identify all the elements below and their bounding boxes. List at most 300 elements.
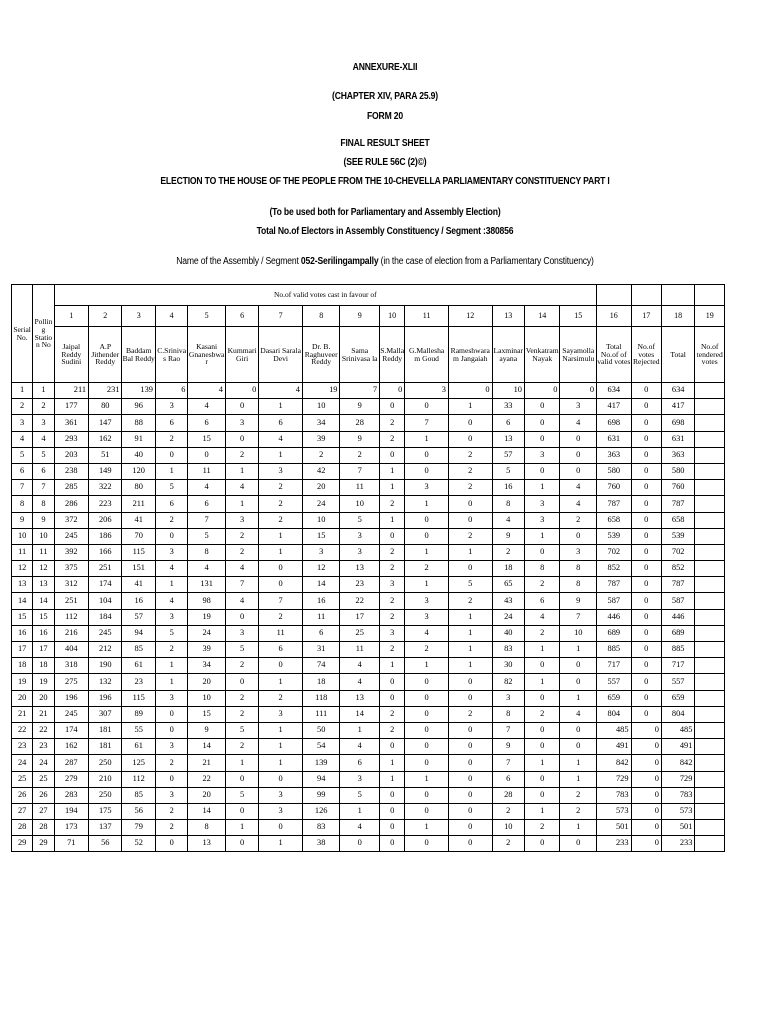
station-header: Pollin g Statio n No [33,285,54,383]
vote-cell: 2 [448,480,492,496]
vote-cell: 4 [259,383,303,399]
vote-cell: 2 [259,512,303,528]
vote-cell: 4 [155,561,187,577]
vote-cell: 4 [524,609,559,625]
vote-cell [695,415,725,431]
vote-cell: 318 [54,658,88,674]
vote-cell: 0 [560,463,597,479]
vote-cell: 38 [302,836,340,852]
serial-cell: 7 [12,480,33,496]
vote-cell: 6 [259,642,303,658]
vote-cell: 0 [448,755,492,771]
vote-cell: 0 [380,383,405,399]
vote-cell: 4 [225,480,258,496]
vote-cell: 24 [302,496,340,512]
column-number: 16 [597,306,631,327]
vote-cell: 23 [340,577,380,593]
vote-cell: 539 [597,528,631,544]
vote-cell: 0 [560,431,597,447]
vote-cell: 55 [122,722,155,738]
serial-cell: 11 [12,544,33,560]
vote-cell: 14 [188,803,226,819]
vote-cell: 0 [560,658,597,674]
vote-cell: 0 [524,739,559,755]
vote-cell: 1 [560,771,597,787]
vote-cell: 88 [122,415,155,431]
vote-cell: 0 [405,722,449,738]
vote-cell: 2 [492,836,524,852]
vote-cell: 2 [259,480,303,496]
vote-cell: 3 [405,609,449,625]
vote-cell: 18 [492,561,524,577]
vote-cell: 61 [122,739,155,755]
candidate-name: Dr. B. Raghuveer Reddy [302,327,340,383]
vote-cell: 1 [405,658,449,674]
vote-cell: 7 [340,383,380,399]
vote-cell: 4 [155,593,187,609]
vote-cell: 0 [405,803,449,819]
vote-cell: 14 [302,577,340,593]
vote-cell [695,625,725,641]
vote-cell: 0 [631,415,661,431]
serial-cell: 28 [12,820,33,836]
vote-cell: 194 [54,803,88,819]
serial-cell: 22 [12,722,33,738]
vote-cell: 3 [259,706,303,722]
vote-cell: 275 [54,674,88,690]
vote-cell: 0 [405,739,449,755]
vote-cell: 25 [340,625,380,641]
vote-cell: 0 [631,690,661,706]
vote-cell: 6 [259,415,303,431]
vote-cell: 2 [225,447,258,463]
vote-cell: 0 [405,706,449,722]
vote-cell: 1 [259,447,303,463]
vote-cell: 131 [188,577,226,593]
vote-cell: 2 [155,755,187,771]
vote-cell: 2 [524,820,559,836]
vote-cell: 181 [89,739,122,755]
vote-cell: 501 [597,820,631,836]
vote-cell: 0 [380,528,405,544]
vote-cell: 12 [302,561,340,577]
vote-cell: 1 [560,820,597,836]
vote-cell: 186 [89,528,122,544]
vote-cell: 99 [302,787,340,803]
vote-cell: 1 [225,463,258,479]
vote-cell: 1 [448,399,492,415]
station-cell: 22 [33,722,54,738]
column-number: 9 [340,306,380,327]
vote-cell: 0 [524,415,559,431]
candidate-name: A.P Jithender Reddy [89,327,122,383]
vote-cell: 2 [340,447,380,463]
vote-cell: 852 [597,561,631,577]
vote-cell: 3 [524,496,559,512]
vote-cell: 1 [380,771,405,787]
vote-cell [695,722,725,738]
table-row [12,528,725,544]
vote-cell: 83 [302,820,340,836]
vote-cell: 111 [302,706,340,722]
vote-cell: 94 [122,625,155,641]
segment-line [54,256,716,267]
vote-cell: 0 [631,836,661,852]
vote-cell: 0 [524,544,559,560]
station-cell: 6 [33,463,54,479]
vote-cell: 787 [661,496,694,512]
table-row [12,690,725,706]
vote-cell: 196 [89,690,122,706]
vote-cell: 0 [225,609,258,625]
vote-cell: 557 [597,674,631,690]
table-row [12,609,725,625]
vote-cell: 5 [448,577,492,593]
vote-cell: 43 [492,593,524,609]
vote-cell: 22 [188,771,226,787]
table-row [12,480,725,496]
vote-cell: 539 [661,528,694,544]
vote-cell: 245 [54,706,88,722]
vote-cell: 79 [122,820,155,836]
vote-cell: 0 [225,383,258,399]
vote-cell: 0 [524,787,559,803]
vote-cell: 5 [155,625,187,641]
vote-cell: 3 [225,512,258,528]
column-number: 19 [695,306,725,327]
serial-header: Serial No. [12,285,33,383]
vote-cell: 0 [560,739,597,755]
vote-cell: 233 [661,836,694,852]
vote-cell [695,496,725,512]
vote-cell: 1 [524,674,559,690]
vote-cell [695,787,725,803]
vote-cell: 0 [631,463,661,479]
vote-cell: 2 [225,706,258,722]
vote-cell: 2 [380,415,405,431]
table-row [12,383,725,399]
vote-cell: 42 [302,463,340,479]
serial-cell: 1 [12,383,33,399]
station-cell: 14 [33,593,54,609]
election-title: ELECTION TO THE HOUSE OF THE PEOPLE FROM THE 10-CHEVELLA PARLIAMENTARY CONSTITUENCY PART I [160,176,610,187]
vote-cell: 0 [448,820,492,836]
vote-cell: 6 [155,496,187,512]
vote-cell: 24 [188,625,226,641]
vote-cell: 6 [155,415,187,431]
vote-cell [695,706,725,722]
serial-cell: 20 [12,690,33,706]
column-number: 14 [524,306,559,327]
vote-cell: 3 [405,593,449,609]
vote-cell: 0 [631,674,661,690]
vote-cell: 2 [380,642,405,658]
vote-cell: 5 [188,528,226,544]
vote-cell: 147 [89,415,122,431]
station-cell: 10 [33,528,54,544]
vote-cell: 10 [188,690,226,706]
table-row [12,593,725,609]
vote-cell: 404 [54,642,88,658]
vote-cell: 2 [492,803,524,819]
total-valid-header: Total No.of of valid votes [597,327,631,383]
chapter-line: (CHAPTER XIV, PARA 25.9) [332,91,438,102]
vote-cell: 54 [302,739,340,755]
vote-cell: 702 [597,544,631,560]
candidate-name: S.Malla Reddy [380,327,405,383]
vote-cell: 41 [122,512,155,528]
serial-cell: 14 [12,593,33,609]
vote-cell [695,642,725,658]
candidate-name: Venkatram Nayak [524,327,559,383]
vote-cell: 1 [380,658,405,674]
station-cell: 29 [33,836,54,852]
vote-cell: 4 [188,383,226,399]
vote-cell: 787 [597,577,631,593]
vote-cell: 580 [661,463,694,479]
vote-cell: 0 [448,512,492,528]
vote-cell: 34 [188,658,226,674]
vote-cell: 1 [259,836,303,852]
vote-cell: 0 [631,593,661,609]
vote-cell: 80 [89,399,122,415]
vote-cell: 132 [89,674,122,690]
vote-cell: 0 [524,658,559,674]
vote-cell: 4 [560,415,597,431]
vote-cell: 0 [631,755,661,771]
vote-cell: 10 [340,496,380,512]
vote-cell: 0 [448,496,492,512]
table-row [12,642,725,658]
station-cell: 18 [33,658,54,674]
vote-cell: 0 [631,383,661,399]
vote-cell: 0 [631,431,661,447]
vote-cell: 2 [225,739,258,755]
vote-cell: 0 [631,528,661,544]
vote-cell: 491 [597,739,631,755]
vote-cell: 1 [524,642,559,658]
table-row [12,739,725,755]
vote-cell: 15 [188,706,226,722]
station-cell: 13 [33,577,54,593]
station-cell: 9 [33,512,54,528]
vote-cell: 0 [155,836,187,852]
vote-cell: 0 [631,803,661,819]
vote-cell: 10 [302,512,340,528]
candidate-name: Sama Srinivasa la [340,327,380,383]
vote-cell: 2 [524,706,559,722]
blank-header [631,285,661,306]
vote-cell: 118 [302,690,340,706]
vote-cell: 842 [661,755,694,771]
vote-cell: 17 [340,609,380,625]
vote-cell: 7 [188,512,226,528]
vote-cell: 70 [122,528,155,544]
vote-cell: 1 [340,803,380,819]
vote-cell: 23 [122,674,155,690]
vote-cell: 0 [448,415,492,431]
segment-name: 052-Serilingampally [300,256,379,267]
vote-cell: 3 [155,544,187,560]
vote-cell: 5 [225,642,258,658]
vote-cell [695,820,725,836]
vote-cell: 0 [448,690,492,706]
vote-cell: 0 [448,722,492,738]
vote-cell: 842 [597,755,631,771]
vote-cell: 0 [155,528,187,544]
table-row [12,399,725,415]
vote-cell [695,561,725,577]
vote-cell: 0 [631,544,661,560]
vote-cell: 1 [560,642,597,658]
vote-cell: 0 [155,447,187,463]
vote-cell: 9 [492,528,524,544]
blank-header [661,285,694,306]
vote-cell: 21 [188,755,226,771]
vote-cell: 0 [380,447,405,463]
vote-cell: 9 [340,399,380,415]
vote-cell: 2 [492,544,524,560]
vote-cell: 245 [89,625,122,641]
vote-cell: 0 [560,674,597,690]
vote-cell: 485 [661,722,694,738]
vote-cell: 659 [661,690,694,706]
vote-cell: 2 [560,803,597,819]
column-number: 11 [405,306,449,327]
vote-cell [695,544,725,560]
vote-cell: 2 [380,706,405,722]
vote-cell: 13 [492,431,524,447]
table-row [12,787,725,803]
vote-cell: 33 [492,399,524,415]
column-number: 3 [122,306,155,327]
electors-total: Total No.of Electors in Assembly Constituency / Segment :380856 [256,226,514,237]
vote-cell: 8 [188,544,226,560]
vote-cell: 2 [225,658,258,674]
vote-cell: 11 [259,625,303,641]
vote-cell: 5 [225,787,258,803]
vote-cell: 689 [597,625,631,641]
vote-cell: 0 [560,836,597,852]
vote-cell: 587 [661,593,694,609]
vote-cell: 39 [302,431,340,447]
station-cell: 24 [33,755,54,771]
vote-cell: 20 [188,674,226,690]
vote-cell: 10 [492,820,524,836]
vote-cell: 89 [122,706,155,722]
vote-cell: 137 [89,820,122,836]
vote-cell: 4 [340,739,380,755]
vote-cell: 4 [259,431,303,447]
vote-cell: 5 [155,480,187,496]
vote-cell: 0 [524,399,559,415]
vote-cell: 91 [122,431,155,447]
vote-cell [695,739,725,755]
vote-cell: 501 [661,820,694,836]
station-cell: 1 [33,383,54,399]
vote-cell: 804 [661,706,694,722]
vote-cell: 1 [259,674,303,690]
vote-cell: 5 [492,463,524,479]
vote-cell: 852 [661,561,694,577]
vote-cell: 251 [89,561,122,577]
vote-cell: 175 [89,803,122,819]
vote-cell: 4 [560,706,597,722]
station-cell: 5 [33,447,54,463]
vote-cell: 0 [380,674,405,690]
station-cell: 26 [33,787,54,803]
vote-cell: 0 [380,820,405,836]
vote-cell: 3 [302,544,340,560]
vote-cell: 206 [89,512,122,528]
vote-cell: 0 [259,771,303,787]
vote-cell: 417 [661,399,694,415]
vote-cell: 0 [340,836,380,852]
station-cell: 28 [33,820,54,836]
use-note: (To be used both for Parliamentary and Assembly Election) [269,207,501,218]
vote-cell: 7 [225,577,258,593]
vote-cell: 1 [155,674,187,690]
vote-cell: 9 [560,593,597,609]
serial-cell: 16 [12,625,33,641]
vote-cell: 24 [492,609,524,625]
vote-cell: 52 [122,836,155,852]
vote-cell: 2 [380,544,405,560]
form-number: FORM 20 [366,111,404,122]
vote-cell: 279 [54,771,88,787]
vote-cell: 71 [54,836,88,852]
serial-cell: 27 [12,803,33,819]
station-cell: 16 [33,625,54,641]
table-row [12,561,725,577]
vote-cell: 8 [188,820,226,836]
vote-cell: 0 [259,820,303,836]
vote-cell: 1 [560,755,597,771]
vote-cell: 0 [259,561,303,577]
table-row [12,755,725,771]
vote-cell: 8 [492,496,524,512]
vote-cell: 2 [155,512,187,528]
vote-cell: 4 [188,399,226,415]
table-row [12,674,725,690]
vote-cell: 0 [448,561,492,577]
vote-cell: 659 [597,690,631,706]
candidate-name: Rameshwara m Jangaiah [448,327,492,383]
serial-cell: 26 [12,787,33,803]
serial-cell: 9 [12,512,33,528]
vote-cell: 0 [380,787,405,803]
vote-cell: 15 [188,431,226,447]
station-cell: 19 [33,674,54,690]
rule-line: (SEE RULE 56C (2)©) [343,157,427,168]
station-cell: 20 [33,690,54,706]
vote-cell: 1 [259,722,303,738]
vote-cell: 80 [122,480,155,496]
vote-cell: 1 [259,399,303,415]
vote-cell [695,383,725,399]
station-cell: 7 [33,480,54,496]
serial-cell: 3 [12,415,33,431]
vote-cell: 1 [560,690,597,706]
vote-cell: 4 [492,512,524,528]
vote-cell: 1 [405,577,449,593]
vote-cell: 3 [155,690,187,706]
vote-cell: 3 [155,399,187,415]
serial-cell: 10 [12,528,33,544]
vote-cell [695,399,725,415]
vote-cell: 322 [89,480,122,496]
vote-cell: 7 [259,593,303,609]
